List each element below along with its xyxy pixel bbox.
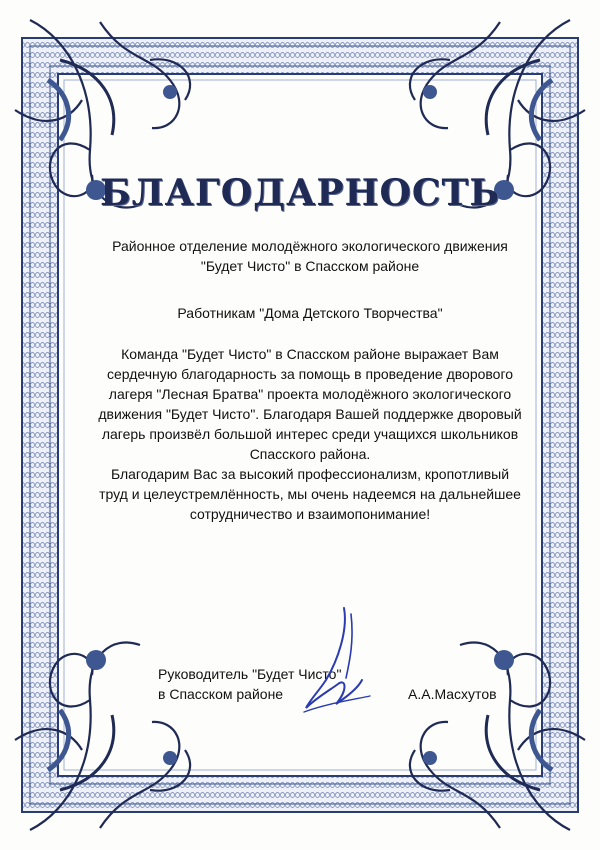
recipient-line: Работникам "Дома Детского Творчества" (177, 305, 443, 321)
organization-heading (95, 236, 525, 276)
organization-line-1: Районное отделение молодёжного экологического движения (112, 238, 508, 254)
gratitude-body (95, 344, 525, 524)
signatory-name: А.А.Масхутов (408, 686, 497, 702)
body-paragraph-1: Команда "Будет Чисто" в Спасском районе выражает Вам сердечную благодарность за помощь в проведение дворового лагеря "Лесная Братва" проекта молодёжного экологического движения "Будет Чисто". Благодаря Вашей поддержке дворовый лагерь произвёл большой интерес среди учащихся школьников Спасского района. (98, 346, 522, 462)
body-paragraph-2: Благодарим Вас за высокий профессионализм, кропотливый труд и целеустремлённость, мы очень надеемся на дальнейшее сотрудничество и взаимопонимание! (99, 466, 521, 522)
certificate-title: БЛАГОДАРНОСТЬ (99, 172, 501, 214)
signatory-role-line-2: в Спасском районе (158, 686, 284, 702)
organization-line-2: "Будет Чисто" в Спасском районе (200, 258, 420, 274)
signatory-role-line-1: Руководитель "Будет Чисто" (158, 666, 342, 682)
handwritten-signature (296, 600, 376, 730)
